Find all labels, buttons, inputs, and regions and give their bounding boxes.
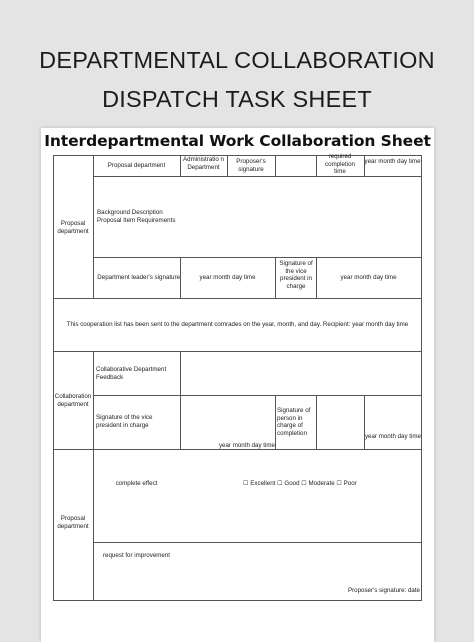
proposal-side-label: Proposal department	[57, 220, 89, 235]
row-divider	[53, 298, 422, 299]
col-proposal-department: Proposal department	[107, 162, 166, 169]
rating-options	[243, 480, 373, 488]
column-divider	[364, 395, 365, 450]
column-divider	[316, 395, 317, 450]
table-border-right	[421, 155, 422, 601]
document-sheet	[41, 128, 434, 642]
leader-signature-date: year month day time	[199, 274, 256, 281]
background-description-label: Background Description Proposal Item Requirements	[97, 209, 176, 224]
person-in-charge-label: Signature of person in charge of completion	[277, 407, 311, 437]
rating-good-checkbox[interactable]: ☐ Good	[277, 480, 300, 487]
row-divider	[93, 257, 422, 258]
row-divider	[53, 351, 422, 352]
column-divider	[275, 395, 276, 450]
collaboration-side-label: Collaboration department	[54, 393, 92, 408]
col-proposers-signature: Proposer's signature	[236, 158, 266, 173]
person-in-charge-date: year month day time	[364, 433, 421, 440]
column-divider	[180, 351, 181, 450]
improvement-request-label: request for improvement	[102, 552, 171, 559]
page-heading	[0, 0, 474, 130]
vice-president-signature-date: year month day time	[340, 274, 397, 281]
complete-effect-label: complete effect	[115, 480, 158, 487]
column-divider	[93, 351, 94, 450]
vice-president-signature-label: Signature of the vice president in charge	[279, 260, 313, 290]
col-date: year month day time	[364, 158, 421, 165]
dispatch-notice: This cooperation list has been sent to the department comrades on the year, month, and day. Recipient: year month day time	[66, 321, 409, 328]
evaluation-side-label: Proposal department	[57, 515, 89, 530]
footer-proposer-signature: Proposer's signature: date	[347, 587, 420, 594]
row-divider	[93, 542, 422, 543]
col-required-completion-time: required completion time	[325, 153, 355, 175]
leader-signature-label: Department leader's signature	[97, 274, 180, 281]
rating-poor-checkbox[interactable]: ☐ Poor	[336, 480, 357, 487]
column-divider	[275, 257, 276, 299]
rating-moderate-checkbox[interactable]: ☐ Moderate	[301, 480, 335, 487]
table-border-top	[53, 155, 422, 156]
table-border-bottom	[53, 600, 422, 601]
column-divider	[93, 449, 94, 601]
collab-vice-president-date: year month day time	[218, 442, 275, 449]
sheet-title: Interdepartmental Work Collaboration Sheet	[44, 132, 431, 150]
column-divider	[316, 155, 317, 177]
rating-excellent-checkbox[interactable]: ☐ Excellent	[243, 480, 276, 487]
row-divider	[93, 176, 422, 177]
col-administration-department: Administratio n Department	[183, 156, 224, 171]
collaborative-feedback-label: Collaborative Department Feedback	[96, 366, 167, 381]
column-divider	[275, 155, 276, 177]
collab-vice-president-label: Signature of the vice president in charge	[96, 414, 153, 429]
heading-line-2: DISPATCH TASK SHEET	[102, 86, 372, 112]
heading-line-1: DEPARTMENTAL COLLABORATION	[39, 47, 435, 73]
row-divider	[93, 395, 422, 396]
